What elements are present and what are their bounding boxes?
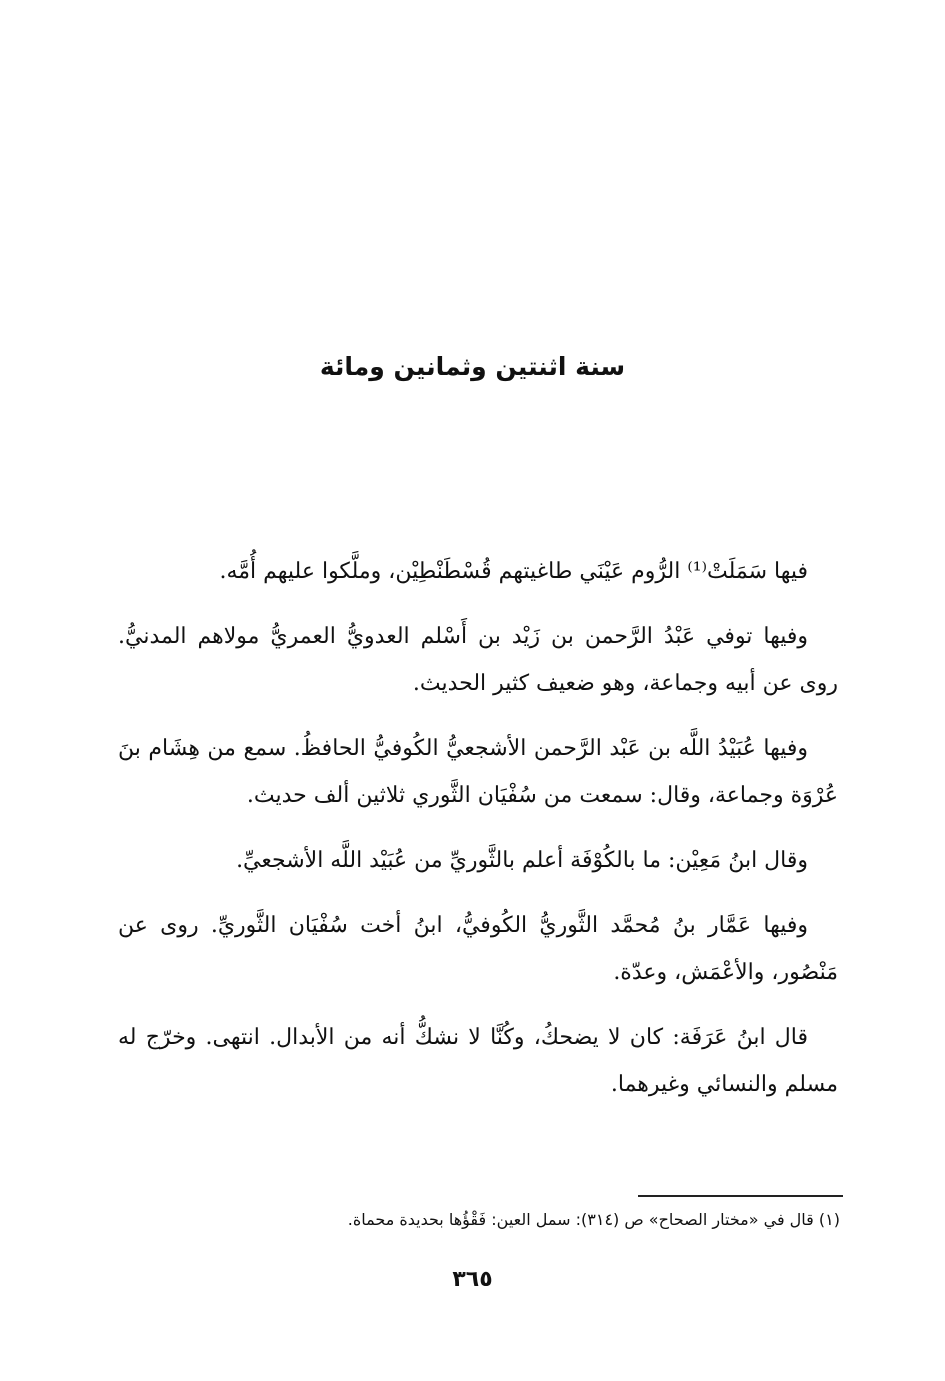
footnote: (١) قال في «مختار الصحاح» ص (٣١٤): سمل العين: فَقْؤُها بحديدة محماة. bbox=[347, 1210, 840, 1229]
page-number: ٣٦٥ bbox=[452, 1267, 493, 1292]
main-text bbox=[118, 548, 838, 1126]
paragraph: وفيها عُبَيْدُ اللَّه بن عَبْد الرَّحمن الأشجعيُّ الكُوفيُّ الحافظُ. سمع من هِشَام بنَ عُرْوَة وجماعة، وقال: سمعت من سُفْيَان الثَّوري ثلاثين ألف حديث. bbox=[118, 736, 838, 808]
paragraph: وفيها توفي عَبْدُ الرَّحمن بن زَيْد بن أَسْلم العدويُّ العمريُّ مولاهم المدنيُّ. روى عن أبيه وجماعة، وهو ضعيف كثير الحديث. bbox=[118, 624, 838, 696]
paragraph: وفيها عَمَّار بنُ مُحمَّد الثَّوريُّ الكُوفيُّ، ابنُ أخت سُفْيَان الثَّوريِّ. روى عن مَنْصُور، والأعْمَش، وعدّة. bbox=[118, 913, 838, 985]
paragraph: قال ابنُ عَرَفَة: كان لا يضحكُ، وكُنَّا لا نشكُّ أنه من الأبدال. انتهى. وخرّج له مسلم والنسائي وغيرهما. bbox=[118, 1025, 838, 1097]
footnote-divider bbox=[638, 1195, 843, 1197]
paragraph: فيها سَمَلَتْ⁽¹⁾ الرُّوم عَيْنَي طاغيتهم قُسْطَنْطِيْن، وملَّكوا عليهم أُمَّه. bbox=[219, 559, 808, 584]
page-title: سنة اثنتين وثمانين ومائة bbox=[319, 352, 626, 381]
paragraph: وقال ابنُ مَعِيْن: ما بالكُوْفَة أعلم بالثَّوريِّ من عُبَيْد اللَّه الأشجعيِّ. bbox=[236, 848, 808, 873]
